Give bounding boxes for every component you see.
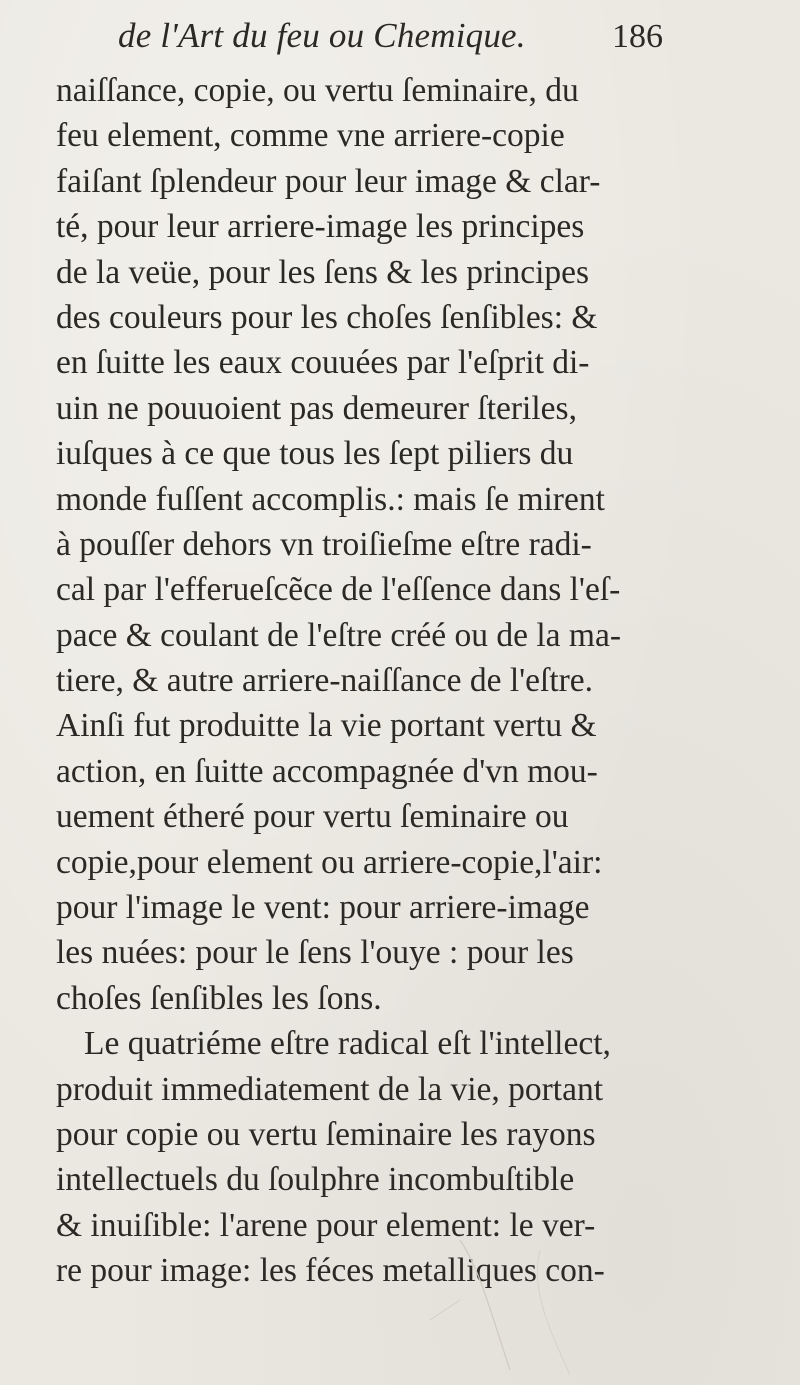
- text-line: pour copie ou vertu ſeminaire les rayons: [56, 1115, 596, 1153]
- text-line: monde fuſſent accomplis.: mais ſe mirent: [56, 480, 605, 518]
- page-number: 186: [612, 18, 663, 55]
- text-line: copie,pour element ou arriere-copie,l'air:: [56, 843, 603, 881]
- text-line: & inuiſible: l'arene pour element: le ver-: [56, 1206, 596, 1244]
- text-line: les nuées: pour le ſens l'ouye : pour les: [56, 934, 574, 972]
- text-line: pace & coulant de l'eſtre créé ou de la ma-: [56, 616, 622, 654]
- text-line: pour l'image le vent: pour arriere-image: [56, 889, 590, 927]
- text-line: re pour image: les féces metalliques con-: [56, 1252, 605, 1290]
- page-header: [0, 12, 800, 60]
- text-line: naiſſance, copie, ou vertu ſeminaire, du: [56, 72, 579, 109]
- text-line: uin ne pouuoient pas demeurer ſteriles,: [56, 389, 577, 427]
- text-line: uement étheré pour vertu ſeminaire ou: [56, 798, 569, 836]
- text-line: té, pour leur arriere-image les principes: [56, 208, 585, 246]
- text-line: tiere, & autre arriere-naiſſance de l'eſtre.: [56, 662, 594, 700]
- text-line: de la veüe, pour les ſens & les principes: [56, 253, 590, 291]
- text-line: faiſant ſplendeur pour leur image & clar-: [56, 162, 601, 200]
- text-line: action, en ſuitte accompagnée d'vn mou-: [56, 752, 598, 790]
- paragraph-start-line: Le quatriéme eſtre radical eſt l'intellect,: [84, 1025, 611, 1063]
- text-line: en ſuitte les eaux couuées par l'eſprit di-: [56, 344, 590, 382]
- text-line: des couleurs pour les choſes ſenſibles: &: [56, 298, 598, 336]
- text-line: feu element, comme vne arriere-copie: [56, 117, 565, 155]
- text-line: intellectuels du ſoulphre incombuſtible: [56, 1161, 575, 1199]
- text-line: cal par l'efferueſcẽce de l'eſſence dans l'eſ-: [56, 571, 621, 609]
- text-line: iuſques à ce que tous les ſept piliers du: [56, 435, 574, 473]
- paper-blemish: [420, 1230, 620, 1380]
- text-line: choſes ſenſibles les ſons.: [56, 979, 382, 1017]
- body-text: [56, 68, 776, 1294]
- text-line: Ainſi fut produitte la vie portant vertu &: [56, 707, 597, 745]
- running-title: de l'Art du feu ou Chemique.: [118, 16, 526, 55]
- text-line: à pouſſer dehors vn troiſieſme eſtre radi-: [56, 525, 592, 563]
- text-line: produit immediatement de la vie, portant: [56, 1070, 604, 1108]
